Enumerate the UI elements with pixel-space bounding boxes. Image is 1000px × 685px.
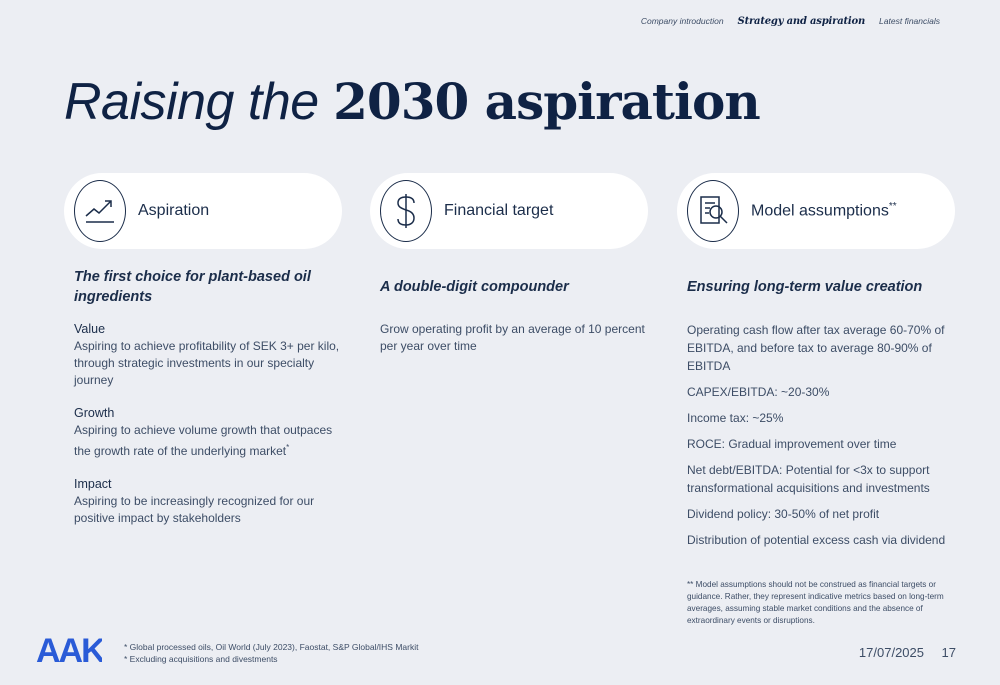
model-assumptions-label: Model assumptions (751, 202, 889, 220)
financial-target-label: Financial target (444, 202, 554, 219)
growth-title: Growth (74, 406, 115, 420)
growth-text: Aspiring to achieve volume growth that outpaces the growth rate of the underlying market (74, 423, 333, 458)
document-search-icon (687, 180, 739, 242)
growth-chart-icon (74, 180, 126, 242)
impact-text: Aspiring to be increasingly recognized for our positive impact by stakeholders (74, 494, 315, 525)
assumption-item: Operating cash flow after tax average 60-70% of EBITDA, and before tax to average 80-90% of EBITDA (687, 323, 945, 373)
growth-footnote-marker: * (286, 443, 290, 452)
value-block (64, 321, 342, 389)
financial-target-heading: A double-digit compounder (380, 279, 569, 295)
footnote: * Excluding acquisitions and divestments (124, 654, 278, 664)
impact-block (64, 476, 342, 527)
growth-block (64, 405, 342, 460)
footnote: * Global processed oils, Oil World (July 2023), Faostat, S&P Global/IHS Markit (124, 642, 419, 652)
aspiration-heading: The first choice for plant-based oil ingredients (74, 269, 311, 305)
nav-company-introduction[interactable]: Company introduction (640, 16, 724, 26)
logo-text: AAK (36, 633, 102, 665)
footnotes (124, 641, 418, 665)
title-bold-part: 2030 aspiration (333, 72, 760, 131)
assumption-item: ROCE: Gradual improvement over time (687, 437, 897, 451)
dollar-icon (380, 180, 432, 242)
page-title (64, 70, 760, 134)
assumption-item: Dividend policy: 30-50% of net profit (687, 507, 880, 521)
growth-text-wrap (74, 422, 342, 460)
model-assumptions-note: ** Model assumptions should not be construed as financial targets or guidance. Rather, they represent indicative metrics based on long-term averages, assuming stable market conditions and the absence of extraordinary events or disruptions. (687, 580, 944, 625)
model-assumptions-label-wrap (751, 201, 897, 220)
assumption-item: CAPEX/EBITDA: ~20-30% (687, 385, 830, 399)
model-assumptions-marker: ** (888, 201, 897, 213)
assumption-item: Distribution of potential excess cash via dividend (687, 533, 946, 547)
model-assumptions-heading: Ensuring long-term value creation (687, 279, 923, 295)
model-assumptions-column (677, 173, 955, 557)
nav-strategy-and-aspiration[interactable]: Strategy and aspiration (737, 16, 866, 27)
nav-latest-financials[interactable]: Latest financials (879, 16, 940, 26)
assumption-item: Net debt/EBITDA: Potential for <3x to support transformational acquisitions and investments (687, 463, 930, 495)
title-light-part: Raising the (64, 73, 319, 131)
financial-target-pill (370, 173, 648, 249)
page-number: 17 (941, 645, 956, 660)
top-navigation (641, 16, 940, 27)
aspiration-pill (64, 173, 342, 249)
assumption-item: Income tax: ~25% (687, 411, 784, 425)
model-assumptions-pill (677, 173, 955, 249)
aspiration-column (64, 173, 342, 543)
aak-logo (36, 633, 102, 670)
slide-date: 17/07/2025 (858, 645, 924, 660)
financial-target-text: Grow operating profit by an average of 10 percent per year over time (380, 322, 645, 353)
value-text: Aspiring to achieve profitability of SEK 3+ per kilo, through strategic investments in our specialty journey (74, 339, 340, 387)
aspiration-label: Aspiration (138, 202, 210, 219)
value-title: Value (74, 322, 106, 336)
financial-target-column (370, 173, 648, 355)
impact-title: Impact (74, 477, 112, 491)
